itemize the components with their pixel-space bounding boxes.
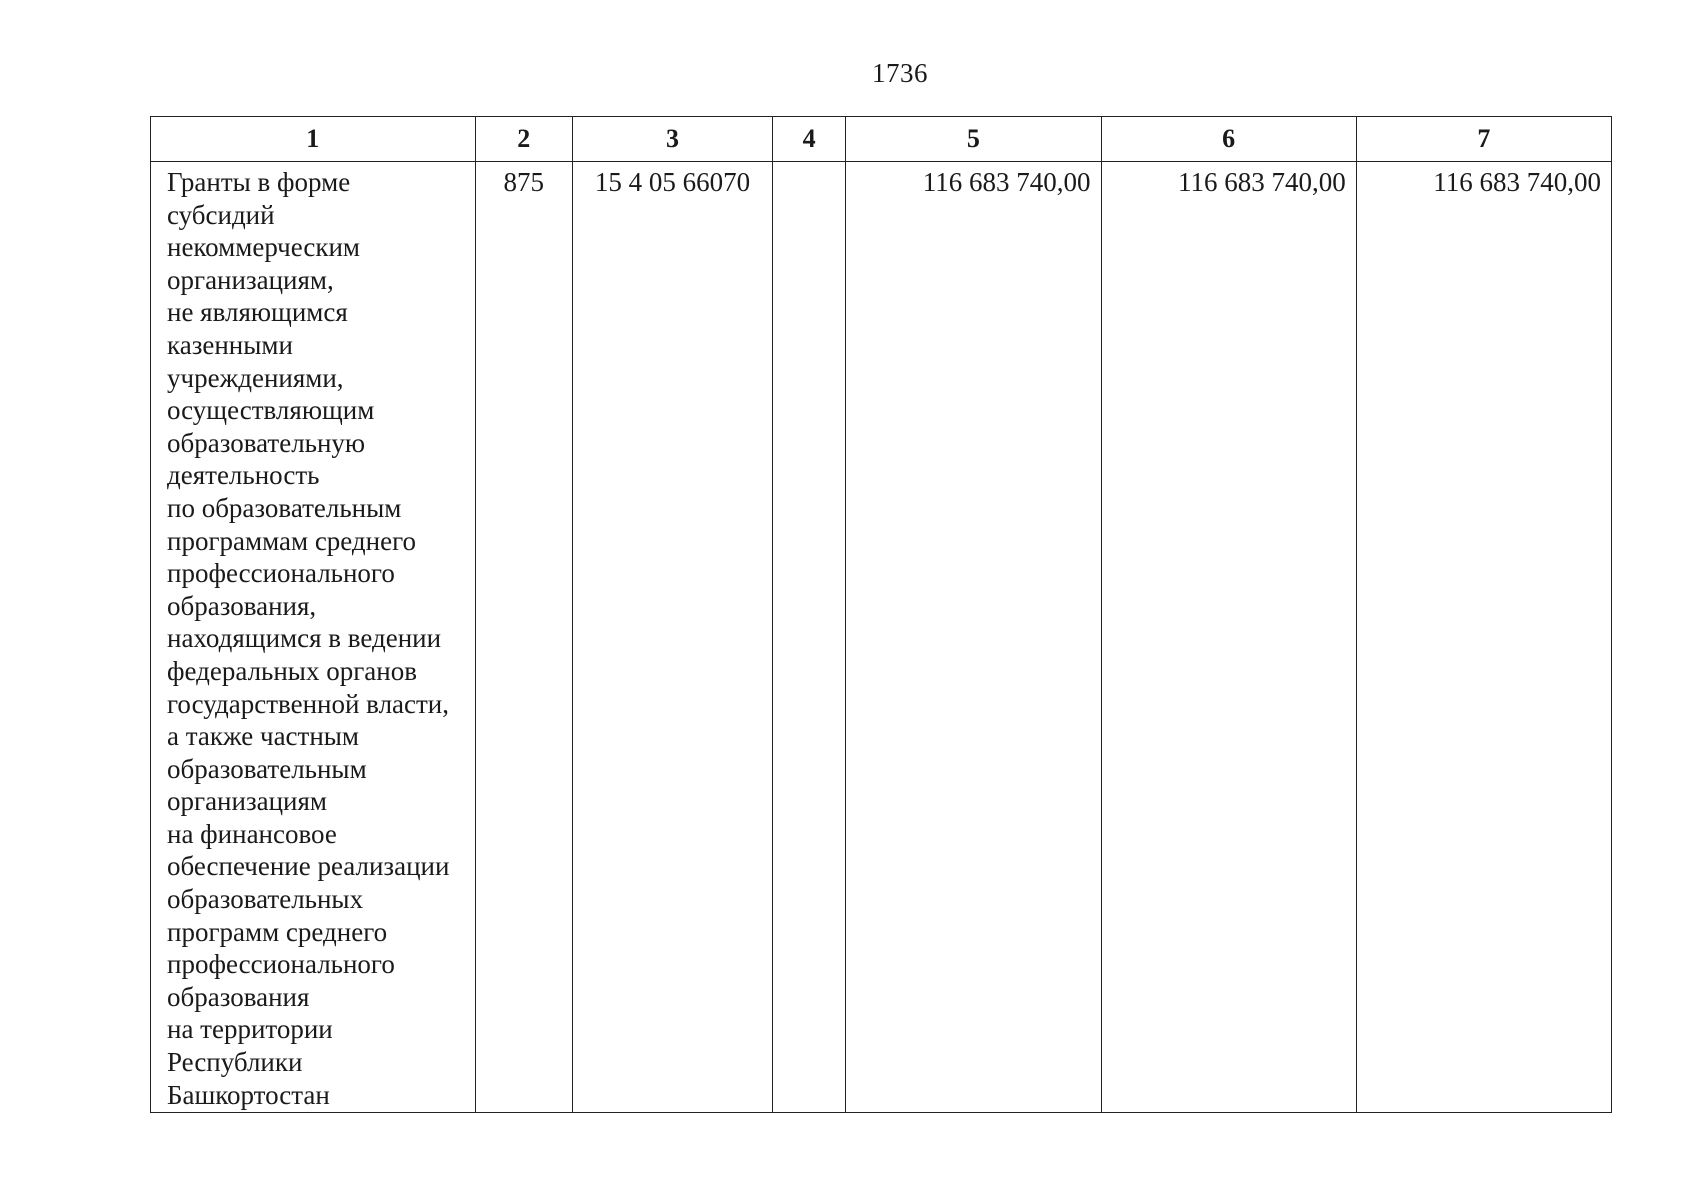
column-header-3: 3 <box>573 117 773 162</box>
column-header-5: 5 <box>846 117 1101 162</box>
row-expense-type-code: 875 <box>475 162 572 1113</box>
row-amount-col6: 116 683 740,00 <box>1101 162 1356 1113</box>
column-header-4: 4 <box>772 117 845 162</box>
page-number: 1736 <box>872 58 928 88</box>
table-row <box>151 162 1612 1113</box>
table-header-row <box>151 117 1612 162</box>
column-header-7: 7 <box>1356 117 1611 162</box>
row-target-article-code: 15 4 05 66070 <box>573 162 773 1113</box>
row-amount-col7: 116 683 740,00 <box>1356 162 1611 1113</box>
budget-table <box>150 116 1612 1113</box>
row-amount-col5: 116 683 740,00 <box>846 162 1101 1113</box>
column-header-6: 6 <box>1101 117 1356 162</box>
column-header-2: 2 <box>475 117 572 162</box>
row-col4-empty <box>772 162 845 1113</box>
row-description: Гранты в форме субсидий некоммерческим организациям, не являющимся казенными учреждениями, осуществляющим образовательную деятельность по образовательным программам среднего профессионального образования, находящимся в ведении федеральных органов государственной власти, а также частным образовательным организациям на финансовое обеспечение реализации образовательных программ среднего профессионального образования на территории Республики Башкортостан <box>151 162 476 1113</box>
column-header-1: 1 <box>151 117 476 162</box>
